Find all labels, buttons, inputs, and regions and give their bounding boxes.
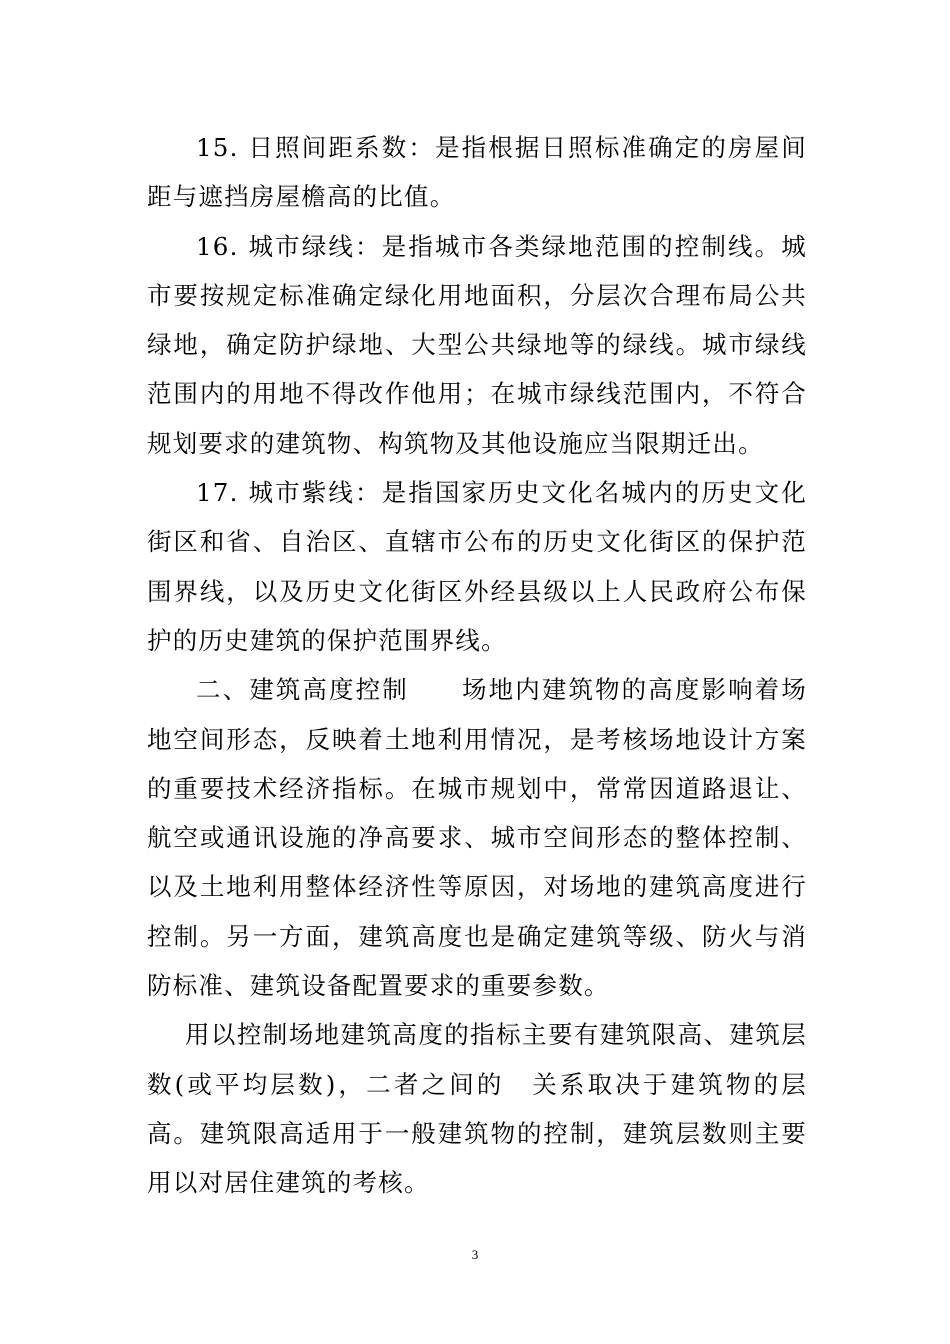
paragraph-height-control: 二、建筑高度控制 场地内建筑物的高度影响着场地空间形态，反映着土地利用情况，是考核场地设计方案的重要技术经济指标。在城市规划中，常常因道路退让、航空或通讯设施的净高要求、城市空间形态的整体控制、以及土地利用整体经济性等原因，对场地的建筑高度进行控制。另一方面，建筑高度也是确定建筑等级、防火与消防标准、建筑设备配置要求的重要参数。 — [147, 675, 807, 1001]
paragraph-sunlight-spacing: 15. 日照间距系数：是指根据日照标准确定的房屋间距与遮挡房屋檐高的比值。 — [147, 133, 807, 212]
paragraph-purple-line: 17. 城市紫线：是指国家历史文化名城内的历史文化街区和省、自治区、直辖市公布的历史文化街区的保护范围界线，以及历史文化街区外经县级以上人民政府公布保护的历史建筑的保护范围界线。 — [147, 478, 807, 655]
page-number: 3 — [471, 1247, 479, 1262]
document-body — [147, 123, 807, 1208]
paragraph-height-indicators: 用以控制场地建筑高度的指标主要有建筑限高、建筑层数(或平均层数)，二者之间的 关系取决于建筑物的层高。建筑限高适用于一般建筑物的控制，建筑层数则主要用以对居住建筑的考核。 — [147, 1020, 807, 1198]
paragraph-green-line: 16. 城市绿线：是指城市各类绿地范围的控制线。城市要按规定标准确定绿化用地面积，分层次合理布局公共绿地，确定防护绿地、大型公共绿地等的绿线。城市绿线范围内的用地不得改作他用；在城市绿线范围内，不符合规划要求的建筑物、构筑物及其他设施应当限期迁出。 — [147, 231, 807, 458]
